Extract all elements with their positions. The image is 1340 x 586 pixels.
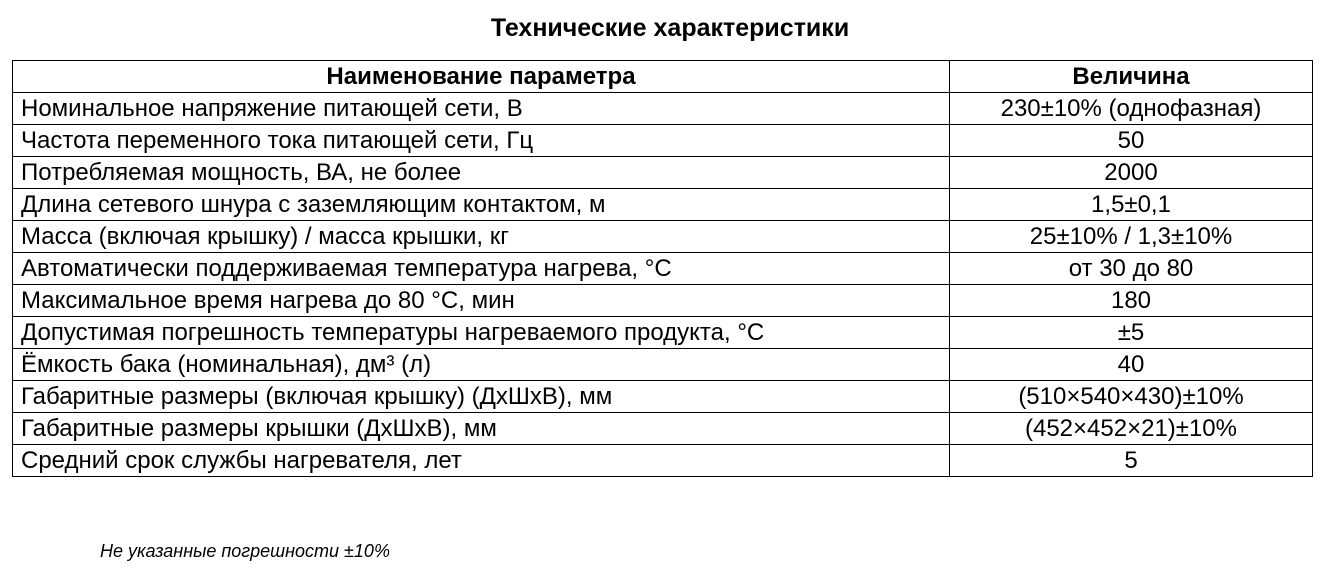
specs-table — [12, 60, 1313, 477]
column-header-parameter: Наименование параметра — [13, 61, 950, 93]
parameter-value: 1,5±0,1 — [950, 189, 1313, 221]
table-header-row — [13, 61, 1313, 93]
table-row — [13, 317, 1313, 349]
parameter-value: (452×452×21)±10% — [950, 413, 1313, 445]
parameter-value: 230±10% (однофазная) — [950, 93, 1313, 125]
table-row — [13, 413, 1313, 445]
parameter-name: Номинальное напряжение питающей сети, В — [13, 93, 950, 125]
parameter-name: Допустимая погрешность температуры нагреваемого продукта, °С — [13, 317, 950, 349]
table-row — [13, 445, 1313, 477]
parameter-value: ±5 — [950, 317, 1313, 349]
table-row — [13, 157, 1313, 189]
parameter-name: Частота переменного тока питающей сети, Гц — [13, 125, 950, 157]
parameter-name: Ёмкость бака (номинальная), дм³ (л) — [13, 349, 950, 381]
parameter-value: (510×540×430)±10% — [950, 381, 1313, 413]
parameter-value: 2000 — [950, 157, 1313, 189]
parameter-value: 50 — [950, 125, 1313, 157]
parameter-name: Масса (включая крышку) / масса крышки, кг — [13, 221, 950, 253]
parameter-value: от 30 до 80 — [950, 253, 1313, 285]
parameter-name: Автоматически поддерживаемая температура нагрева, °С — [13, 253, 950, 285]
parameter-name: Потребляемая мощность, ВА, не более — [13, 157, 950, 189]
table-row — [13, 125, 1313, 157]
parameter-name: Габаритные размеры (включая крышку) (ДхШхВ), мм — [13, 381, 950, 413]
table-row — [13, 93, 1313, 125]
table-row — [13, 221, 1313, 253]
table-row — [13, 253, 1313, 285]
column-header-value: Величина — [950, 61, 1313, 93]
parameter-name: Длина сетевого шнура с заземляющим контактом, м — [13, 189, 950, 221]
parameter-name: Средний срок службы нагревателя, лет — [13, 445, 950, 477]
parameter-name: Габаритные размеры крышки (ДхШхВ), мм — [13, 413, 950, 445]
parameter-value: 25±10% / 1,3±10% — [950, 221, 1313, 253]
tolerance-note: Не указанные погрешности ±10% — [100, 541, 390, 561]
parameter-value: 40 — [950, 349, 1313, 381]
table-row — [13, 349, 1313, 381]
table-row — [13, 189, 1313, 221]
table-row — [13, 285, 1313, 317]
parameter-value: 5 — [950, 445, 1313, 477]
table-row — [13, 381, 1313, 413]
parameter-name: Максимальное время нагрева до 80 °С, мин — [13, 285, 950, 317]
parameter-value: 180 — [950, 285, 1313, 317]
page-title: Технические характеристики — [490, 14, 850, 42]
